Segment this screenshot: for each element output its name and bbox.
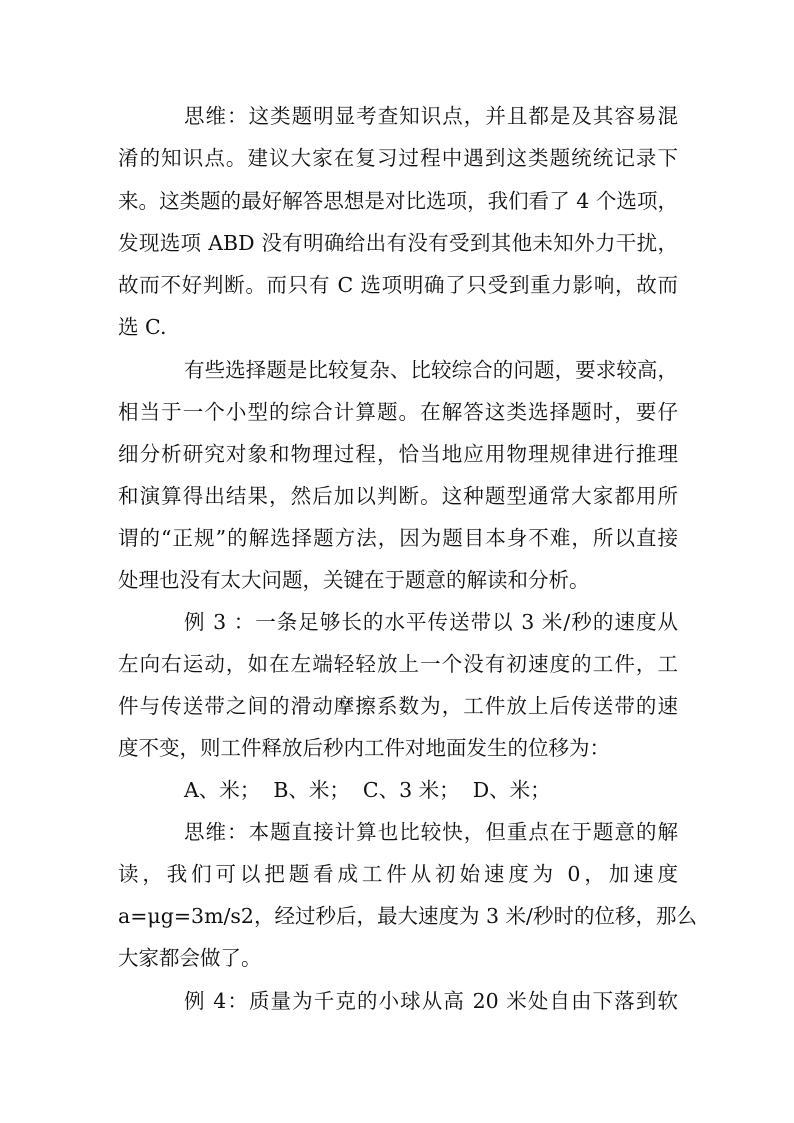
paragraph-1-line-1: 思维：这类题明显考查知识点，并且都是及其容易混 xyxy=(184,104,678,128)
example-3-line-2: 左向右运动，如在左端轻轻放上一个没有初速度的工件，工 xyxy=(118,652,678,676)
paragraph-4-line-2: 读，我们可以把题看成工件从初始速度为 0，加速度 xyxy=(118,862,678,886)
paragraph-4-line-4: 大家都会做了。 xyxy=(118,946,262,970)
paragraph-2-line-4: 和演算得出结果，然后加以判断。这种题型通常大家都用所 xyxy=(118,484,678,508)
example-3-options: A、米； B、米； C、3 米； D、米； xyxy=(184,778,551,802)
example-3-line-1: 例 3 ：一条足够长的水平传送带以 3 米/秒的速度从 xyxy=(184,610,678,634)
paragraph-2-line-5: 谓的“正规”的解选择题方法，因为题目本身不难，所以直接 xyxy=(118,526,678,550)
paragraph-4-line-1: 思维：本题直接计算也比较快，但重点在于题意的解 xyxy=(184,820,678,844)
paragraph-2-line-2: 相当于一个小型的综合计算题。在解答这类选择题时，要仔 xyxy=(118,400,678,424)
example-4-line-1: 例 4：质量为千克的小球从高 20 米处自由下落到软 xyxy=(184,989,678,1013)
paragraph-2-line-6: 处理也没有太大问题，关键在于题意的解读和分析。 xyxy=(118,568,590,592)
example-3-line-3: 件与传送带之间的滑动摩擦系数为，工件放上后传送带的速 xyxy=(118,694,678,718)
paragraph-4-line-3: a=μg=3m/s2，经过秒后，最大速度为 3 米/秒时的位移，那么 xyxy=(118,904,697,928)
paragraph-1-line-4: 发现选项 ABD 没有明确给出有没有受到其他未知外力干扰， xyxy=(118,231,678,255)
paragraph-2-line-1: 有些选择题是比较复杂、比较综合的问题，要求较高， xyxy=(184,358,678,382)
paragraph-1-line-3: 来。这类题的最好解答思想是对比选项，我们看了 4 个选项， xyxy=(118,189,678,213)
paragraph-1-line-6: 选 C. xyxy=(118,315,167,339)
paragraph-1-line-2: 淆的知识点。建议大家在复习过程中遇到这类题统统记录下 xyxy=(118,146,678,170)
paragraph-1-line-5: 故而不好判断。而只有 C 选项明确了只受到重力影响，故而 xyxy=(118,273,678,297)
paragraph-2-line-3: 细分析研究对象和物理过程，恰当地应用物理规律进行推理 xyxy=(118,442,678,466)
example-3-line-4: 度不变，则工件释放后秒内工件对地面发生的位移为： xyxy=(118,736,610,760)
